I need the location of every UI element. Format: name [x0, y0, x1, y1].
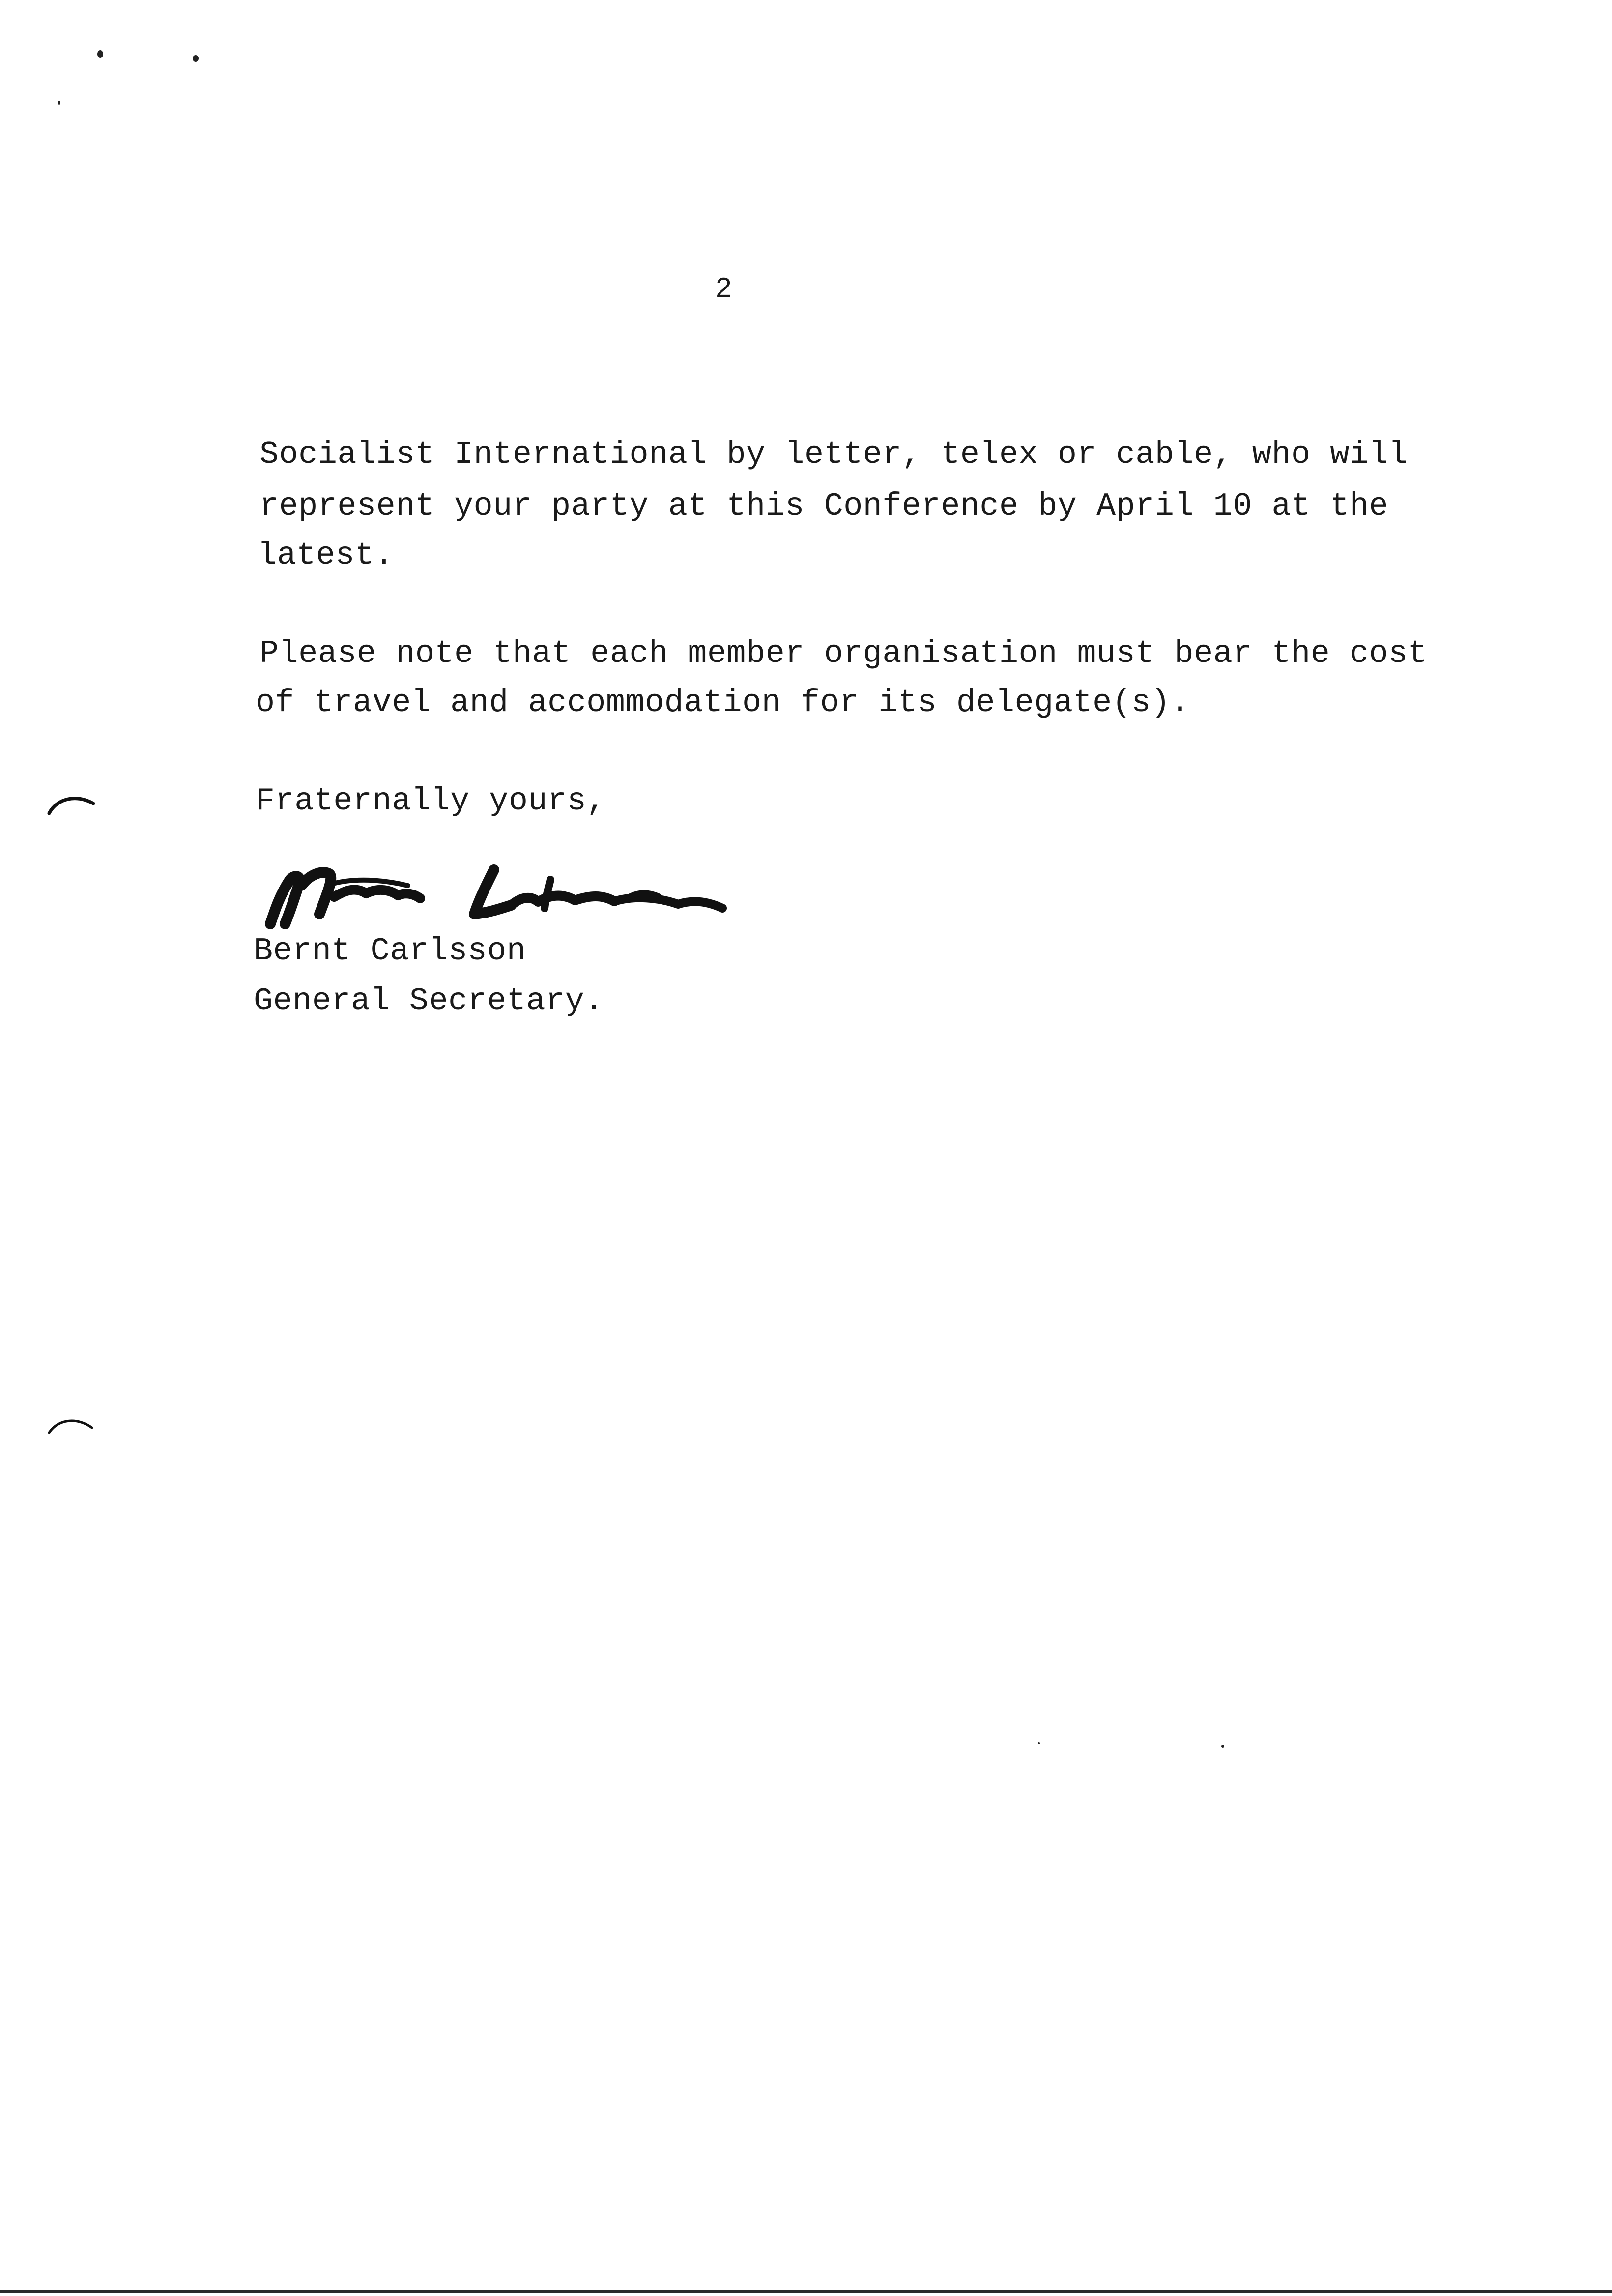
signatory-title: General Secretary. [254, 983, 604, 1019]
punch-hole-mark [47, 786, 96, 816]
body-line: Please note that each member organisation must bear the cost [259, 635, 1428, 672]
signatory-name: Bernt Carlsson [254, 933, 526, 969]
ink-speck [193, 55, 199, 62]
ink-speck [1221, 1745, 1224, 1748]
body-line: of travel and accommodation for its delegate(s). [256, 685, 1190, 721]
body-line: latest. [258, 537, 394, 574]
page-number: 2 [715, 274, 732, 306]
punch-hole-mark [47, 1410, 96, 1440]
ink-speck [58, 101, 60, 105]
body-line: represent your party at this Conference by April 10 at the [259, 488, 1389, 524]
bottom-edge-line [0, 2290, 1612, 2293]
handwritten-signature [256, 850, 737, 934]
ink-speck [97, 50, 103, 58]
closing-salutation: Fraternally yours, [256, 783, 606, 819]
body-line: Socialist International by letter, telex or cable, who will [259, 436, 1408, 473]
ink-speck [1038, 1742, 1040, 1744]
